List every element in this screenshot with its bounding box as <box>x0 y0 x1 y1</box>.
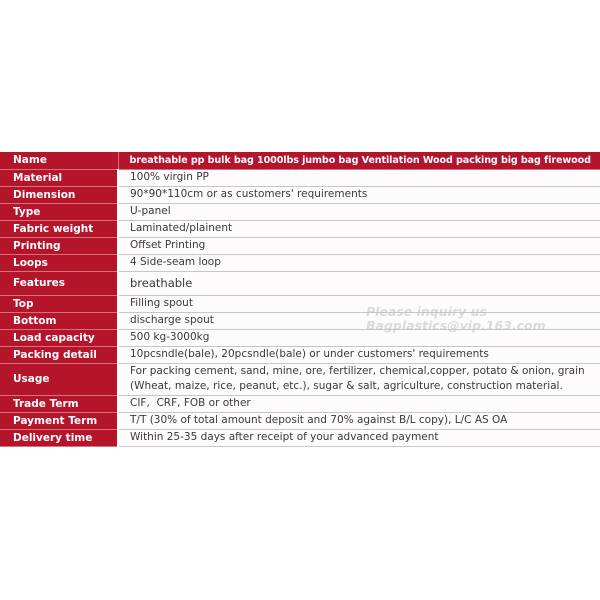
row-label: Loops <box>0 254 118 271</box>
usage-line-1: For packing cement, sand, mine, ore, fertilizer, chemical,copper, potato & onion, grain <box>130 365 585 377</box>
row-value <box>118 363 600 395</box>
row-value: 4 Side-seam loop <box>118 254 600 271</box>
table-row-bottom <box>0 312 600 329</box>
row-label: Features <box>0 271 118 295</box>
table-row-top <box>0 295 600 312</box>
row-label: Bottom <box>0 312 118 329</box>
table-row-trade-term <box>0 395 600 412</box>
table-row-type <box>0 203 600 220</box>
table-row-delivery-time <box>0 429 600 446</box>
table-row-usage <box>0 363 600 395</box>
row-value: breathable <box>118 271 600 295</box>
row-value: Within 25-35 days after receipt of your advanced payment <box>118 429 600 446</box>
row-value: Filling spout <box>118 295 600 312</box>
table-row-packing-detail <box>0 346 600 363</box>
watermark-line-1: Please inquiry us <box>366 304 487 319</box>
table-row-features <box>0 271 600 295</box>
row-label: Dimension <box>0 186 118 203</box>
row-value: 500 kg-3000kg <box>118 329 600 346</box>
row-value: breathable pp bulk bag 1000lbs jumbo bag Ventilation Wood packing big bag firewood <box>118 152 600 169</box>
table-row-name <box>0 152 600 169</box>
row-label: Printing <box>0 237 118 254</box>
watermark-line-2: Bagplastics@vip.163.com <box>366 318 546 333</box>
table-row-dimension <box>0 186 600 203</box>
table-row-material <box>0 169 600 186</box>
table-row-payment-term <box>0 412 600 429</box>
table-row-loops <box>0 254 600 271</box>
table-row-printing <box>0 237 600 254</box>
row-label: Delivery time <box>0 429 118 446</box>
row-label: Material <box>0 169 118 186</box>
row-label: Packing detail <box>0 346 118 363</box>
row-label: Fabric weight <box>0 220 118 237</box>
product-spec-table <box>0 152 600 447</box>
row-value: Laminated/plainent <box>118 220 600 237</box>
row-label: Payment Term <box>0 412 118 429</box>
row-label: Type <box>0 203 118 220</box>
row-value: Offset Printing <box>118 237 600 254</box>
row-value: 10pcsndle(bale), 20pcsndle(bale) or under customers' requirements <box>118 346 600 363</box>
row-label: Trade Term <box>0 395 118 412</box>
row-value: 90*90*110cm or as customers' requirements <box>118 186 600 203</box>
row-value: discharge spout <box>118 312 600 329</box>
row-label: Name <box>0 152 118 169</box>
row-label: Load capacity <box>0 329 118 346</box>
table-row-load-capacity <box>0 329 600 346</box>
row-value: CIF, CRF, FOB or other <box>118 395 600 412</box>
table-row-fabric-weight <box>0 220 600 237</box>
row-value: U-panel <box>118 203 600 220</box>
row-value: 100% virgin PP <box>118 169 600 186</box>
row-value: T/T (30% of total amount deposit and 70% against B/L copy), L/C AS OA <box>118 412 600 429</box>
row-label: Usage <box>0 363 118 395</box>
usage-line-2: (Wheat, maize, rice, peanut, etc.), sugar & salt, agriculture, construction material. <box>130 380 563 392</box>
row-label: Top <box>0 295 118 312</box>
